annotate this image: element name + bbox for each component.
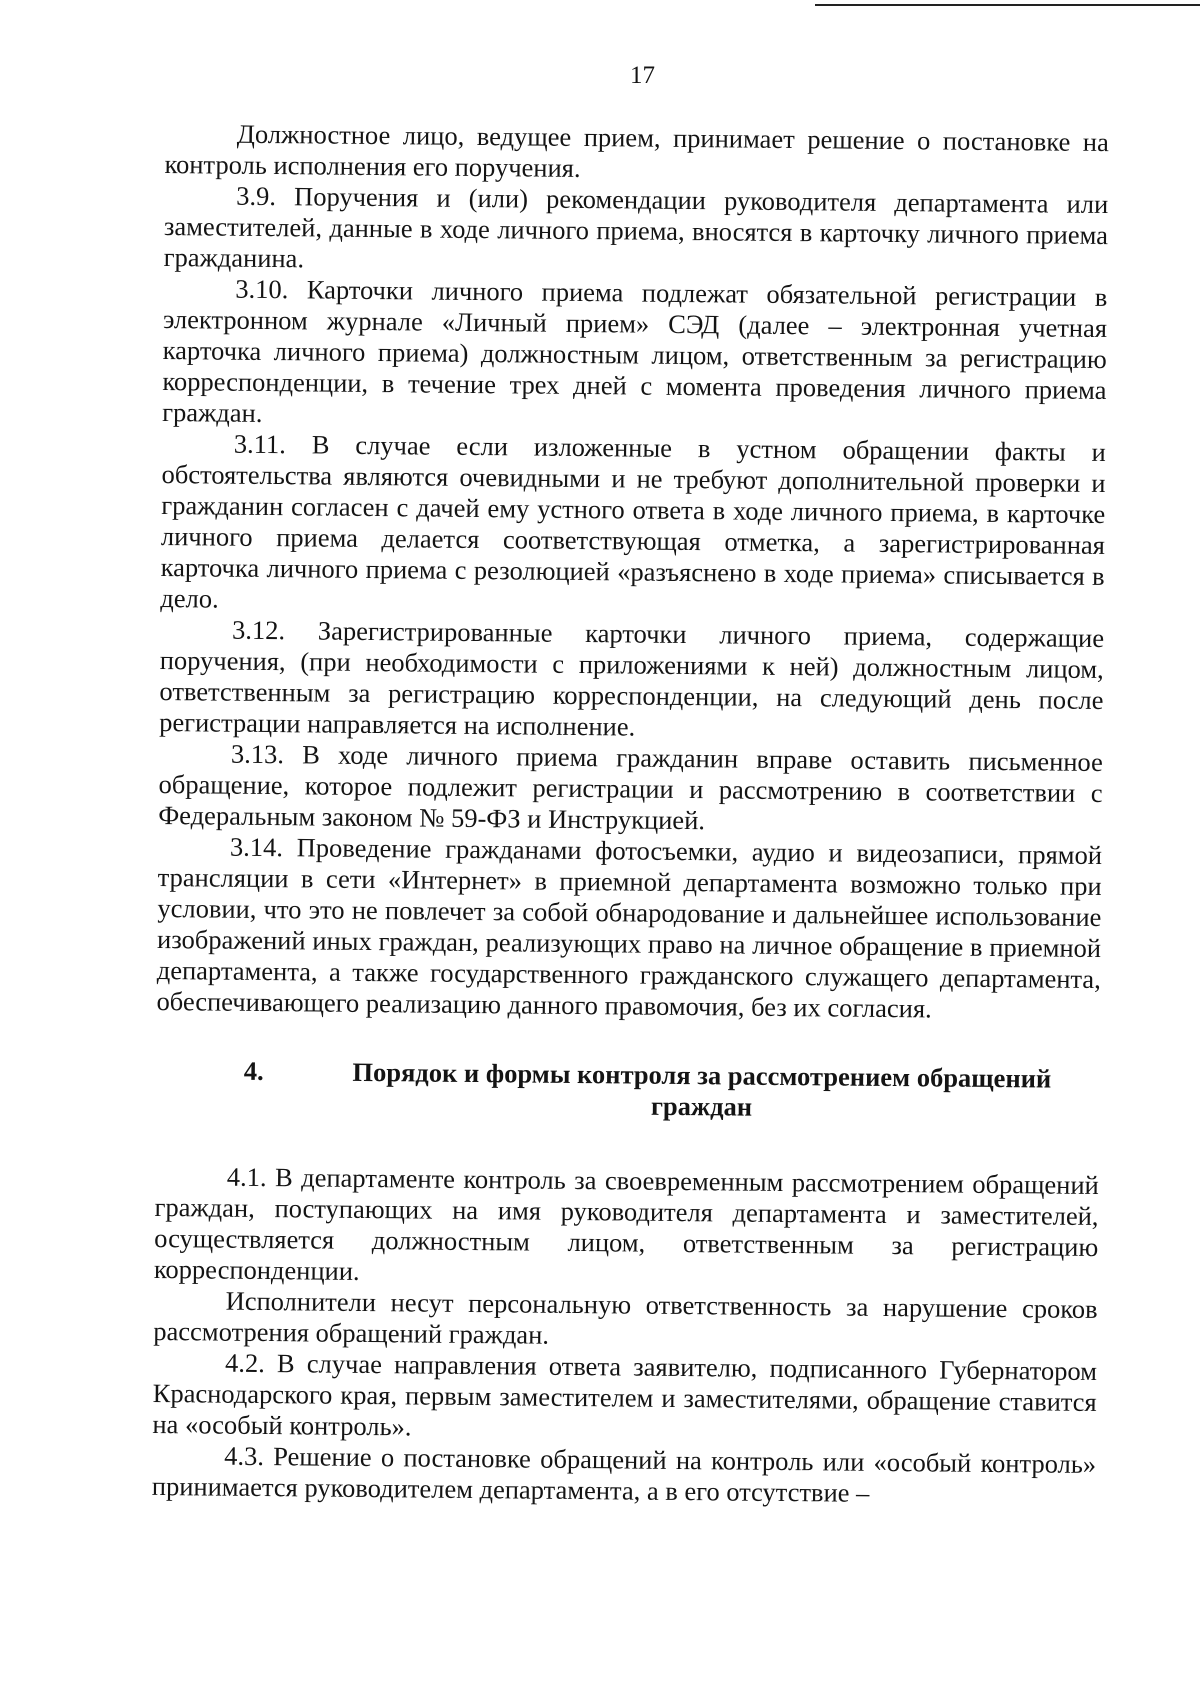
paragraph: Должностное лицо, ведущее прием, принимает решение о постановке на контроль исполнения его поручения. bbox=[164, 118, 1109, 183]
paragraph-3-13: 3.13. В ходе личного приема гражданин вправе оставить письменное обращение, которое подлежит регистрации и рассмотрению в соответствии с Федеральным законом № 59-ФЗ и Инструкцией. bbox=[158, 738, 1104, 836]
paragraph-4-2: 4.2. В случае направления ответа заявителю, подписанного Губернатором Краснодарского края, первым заместителем и заместителями, обращение ставится на «особый контроль». bbox=[152, 1347, 1098, 1442]
paragraph-4-3: 4.3. Решение о постановке обращений на контроль или «особый контроль» принимается руководителем департамента, а в его отсутствие – bbox=[151, 1440, 1097, 1508]
paragraph-3-9: 3.9. Поручения и (или) рекомендации руководителя департамента или заместителей, данные в ходе личного приема, вносятся в карточку личного приема гражданина. bbox=[163, 180, 1109, 274]
paragraph-3-14: 3.14. Проведение гражданами фотосъемки, аудио и видеозаписи, прямой трансляции в сети «Интернет» в приемной департамента возможно только при условии, что это не повлечет за собой обнародование и дальнейшее использование изображений иных граждан, реализующих право на личное обращение в приемной департамента, а также государственного гражданского служащего департамента, обеспечивающего реализацию данного правомочия, без их согласия. bbox=[156, 831, 1103, 1024]
section-heading bbox=[155, 1055, 1100, 1126]
top-rule bbox=[815, 4, 1200, 6]
page-number: 17 bbox=[630, 62, 655, 89]
section-title: Порядок и формы контроля за рассмотрением обращений граждан bbox=[352, 1056, 1052, 1122]
paragraph-4-1: 4.1. В департаменте контроль за своевременным рассмотрением обращений граждан, поступающих на имя руководителя департамента и заместителей, осуществляется должностным лицом, ответственным за регистрацию корреспонденции. bbox=[153, 1161, 1099, 1286]
paragraph-3-11: 3.11. В случае если изложенные в устном обращении факты и обстоятельства являются очевидными и не требуют дополнительной проверки и гражданин согласен с дачей ему устного ответа в ходе личного приема, в карточке личного приема делается соответствующая отметка, а зарегистрированная карточка личного приема с резолюцией «разъяснено в ходе приема» списывается в дело. bbox=[160, 428, 1106, 614]
paragraph: Исполнители несут персональную ответственность за нарушение сроков рассмотрения обращений граждан. bbox=[153, 1285, 1098, 1350]
paragraph-3-10: 3.10. Карточки личного приема подлежат обязательной регистрации в электронном журнале «Личный прием» СЭД (далее – электронная учетная карточка личного приема) должностным лицом, ответственным за регистрацию корреспонденции, в течение трех дней с момента проведения личного приема граждан. bbox=[162, 273, 1108, 428]
section-number: 4. bbox=[243, 1055, 264, 1086]
paragraph-3-12: 3.12. Зарегистрированные карточки личного приема, содержащие поручения, (при необходимости с приложениями к ней) должностным лицом, ответственным за регистрацию корреспонденции, на следующий день после регистрации направляется на исполнение. bbox=[159, 614, 1105, 742]
document-body bbox=[152, 118, 1109, 1511]
